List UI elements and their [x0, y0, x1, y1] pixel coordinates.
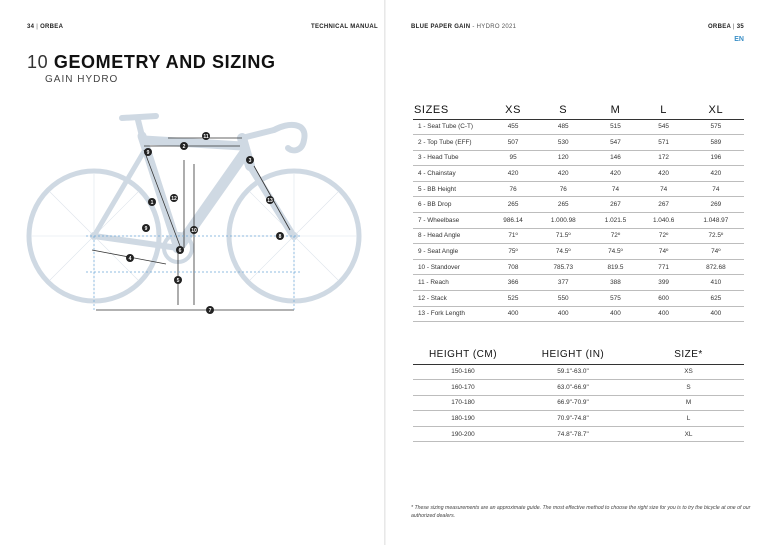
geometry-cell: 410	[688, 275, 744, 291]
geometry-row	[413, 166, 744, 182]
left-page-number: 34	[27, 24, 35, 30]
geometry-row-label: 7 - Wheelbase	[413, 213, 491, 229]
height-cell: M	[633, 395, 744, 411]
geometry-cell: 400	[491, 306, 535, 322]
geometry-cell: 525	[491, 291, 535, 307]
geometry-cell: 785.73	[535, 259, 591, 275]
geometry-cell: 267	[640, 197, 688, 213]
geometry-cell: 76	[535, 181, 591, 197]
height-header-row	[413, 346, 744, 364]
marker-6	[176, 246, 184, 254]
geometry-cell: 872.68	[688, 259, 744, 275]
geometry-row-label: 9 - Seat Angle	[413, 244, 491, 260]
geometry-cell: 455	[491, 119, 535, 135]
geometry-cell: 74	[688, 181, 744, 197]
geometry-row-label: 3 - Head Tube	[413, 150, 491, 166]
geometry-row	[413, 135, 744, 151]
height-cell: 180-190	[413, 411, 513, 427]
height-cell: 190-200	[413, 426, 513, 442]
height-size-table	[413, 346, 744, 442]
geometry-row-label: 10 - Standover	[413, 259, 491, 275]
bike-geometry-diagram	[26, 100, 366, 340]
height-row	[413, 364, 744, 380]
geometry-cell: 986.14	[491, 213, 535, 229]
marker-9	[144, 148, 152, 156]
geometry-cell: 530	[535, 135, 591, 151]
col-header-xl: XL	[688, 102, 744, 119]
col-header-sizes: SIZES	[413, 102, 491, 119]
geometry-cell: 420	[688, 166, 744, 182]
height-cell: 74.8"-78.7"	[513, 426, 633, 442]
geometry-cell: 420	[591, 166, 639, 182]
geometry-cell: 74º	[640, 244, 688, 260]
col-header-m: M	[591, 102, 639, 119]
marker-9b	[142, 224, 150, 232]
geometry-row	[413, 275, 744, 291]
svg-text:10: 10	[191, 228, 197, 234]
marker-8	[276, 232, 284, 240]
height-row	[413, 395, 744, 411]
geometry-cell: 400	[688, 306, 744, 322]
geometry-row	[413, 259, 744, 275]
svg-text:9: 9	[144, 226, 148, 232]
geometry-cell: 71º	[491, 228, 535, 244]
saddle	[122, 116, 156, 118]
svg-text:11: 11	[203, 134, 209, 140]
geometry-cell: 1.021.5	[591, 213, 639, 229]
svg-text:7: 7	[208, 308, 212, 314]
col-header-height-in: HEIGHT (IN)	[513, 346, 633, 364]
svg-text:9: 9	[146, 150, 150, 156]
col-header-xs: XS	[491, 102, 535, 119]
geometry-cell: 571	[640, 135, 688, 151]
geometry-row-label: 6 - BB Drop	[413, 197, 491, 213]
height-cell: 160-170	[413, 380, 513, 396]
svg-text:6: 6	[178, 248, 182, 254]
geometry-cell: 400	[535, 306, 591, 322]
geometry-cell: 575	[688, 119, 744, 135]
geometry-cell: 74	[640, 181, 688, 197]
marker-12	[170, 194, 178, 202]
height-cell: XL	[633, 426, 744, 442]
geometry-cell: 545	[640, 119, 688, 135]
height-table-body	[413, 364, 744, 442]
height-cell: 59.1"-63.0"	[513, 364, 633, 380]
geometry-cell: 1.048.97	[688, 213, 744, 229]
geometry-cell: 72.5º	[688, 228, 744, 244]
height-cell: L	[633, 411, 744, 427]
height-cell: S	[633, 380, 744, 396]
section-number: 10	[27, 52, 49, 72]
svg-text:13: 13	[267, 198, 273, 204]
page-gutter	[384, 0, 386, 545]
section-subtitle: GAIN HYDRO	[45, 74, 119, 85]
geometry-cell: 1.000.98	[535, 213, 591, 229]
geometry-cell: 507	[491, 135, 535, 151]
geometry-row	[413, 119, 744, 135]
marker-4	[126, 254, 134, 262]
geometry-row	[413, 181, 744, 197]
geometry-row-label: 1 - Seat Tube (C-T)	[413, 119, 491, 135]
geometry-cell: 265	[491, 197, 535, 213]
geometry-row	[413, 197, 744, 213]
height-cell: 150-160	[413, 364, 513, 380]
geometry-cell: 95	[491, 150, 535, 166]
section-title	[27, 52, 276, 73]
height-cell: 66.9"-70.9"	[513, 395, 633, 411]
svg-text:12: 12	[171, 196, 177, 202]
marker-3	[246, 156, 254, 164]
geometry-cell: 71.5º	[535, 228, 591, 244]
geometry-row-label: 2 - Top Tube (EFF)	[413, 135, 491, 151]
geometry-cell: 771	[640, 259, 688, 275]
left-page-header: 34 | ORBEA	[27, 24, 64, 30]
geometry-cell: 547	[591, 135, 639, 151]
geometry-row-label: 11 - Reach	[413, 275, 491, 291]
height-cell: 70.9"-74.8"	[513, 411, 633, 427]
geometry-table-body	[413, 119, 744, 322]
right-page-header: ORBEA | 35	[707, 24, 744, 30]
svg-text:8: 8	[278, 234, 282, 240]
right-title-bold: BLUE PAPER GAIN	[411, 24, 471, 30]
geometry-cell: 420	[640, 166, 688, 182]
geometry-row-label: 12 - Stack	[413, 291, 491, 307]
svg-text:3: 3	[248, 158, 252, 164]
geometry-cell: 400	[591, 306, 639, 322]
geometry-cell: 575	[591, 291, 639, 307]
geometry-row	[413, 213, 744, 229]
left-brand: ORBEA	[40, 24, 64, 30]
geometry-cell: 589	[688, 135, 744, 151]
right-header-title: BLUE PAPER GAIN - HYDRO 2021	[411, 24, 517, 30]
right-brand: ORBEA	[707, 24, 731, 30]
svg-text:5: 5	[176, 278, 180, 284]
marker-2	[180, 142, 188, 150]
col-header-size: SIZE*	[633, 346, 744, 364]
geometry-row	[413, 150, 744, 166]
geometry-row-label: 8 - Head Angle	[413, 228, 491, 244]
geometry-row	[413, 244, 744, 260]
geometry-cell: 196	[688, 150, 744, 166]
geometry-cell: 146	[591, 150, 639, 166]
handlebar	[274, 125, 305, 151]
geometry-cell: 708	[491, 259, 535, 275]
geometry-cell: 72º	[640, 228, 688, 244]
geometry-cell: 550	[535, 291, 591, 307]
geometry-cell: 377	[535, 275, 591, 291]
geometry-header-row	[413, 102, 744, 119]
col-header-l: L	[640, 102, 688, 119]
geometry-cell: 485	[535, 119, 591, 135]
geometry-cell: 74.5º	[535, 244, 591, 260]
svg-text:1: 1	[150, 200, 154, 206]
geometry-cell: 269	[688, 197, 744, 213]
geometry-cell: 74º	[688, 244, 744, 260]
left-header-title: TECHNICAL MANUAL	[311, 24, 379, 30]
height-cell: XS	[633, 364, 744, 380]
geometry-cell: 420	[535, 166, 591, 182]
sizing-footnote: * These sizing measurements are an approximate guide. The most effective method to choose the right size for you is to try the bicycle at one of our authorized dealers.	[411, 505, 751, 519]
geometry-cell: 1.040.6	[640, 213, 688, 229]
geometry-cell: 600	[640, 291, 688, 307]
col-header-s: S	[535, 102, 591, 119]
marker-5	[174, 276, 182, 284]
geometry-cell: 388	[591, 275, 639, 291]
language-tag: EN	[734, 36, 744, 43]
seatpost	[138, 120, 142, 136]
right-page-number: 35	[736, 24, 744, 30]
height-row	[413, 411, 744, 427]
geometry-cell: 400	[640, 306, 688, 322]
geometry-cell: 120	[535, 150, 591, 166]
height-cell: 170-180	[413, 395, 513, 411]
geometry-cell: 366	[491, 275, 535, 291]
geometry-cell: 265	[535, 197, 591, 213]
geometry-cell: 75º	[491, 244, 535, 260]
geometry-row-label: 13 - Fork Length	[413, 306, 491, 322]
geometry-cell: 267	[591, 197, 639, 213]
geometry-cell: 420	[491, 166, 535, 182]
marker-1	[148, 198, 156, 206]
geometry-cell: 74	[591, 181, 639, 197]
right-title-thin: HYDRO 2021	[476, 24, 517, 30]
marker-7	[206, 306, 214, 314]
geometry-row	[413, 291, 744, 307]
geometry-cell: 399	[640, 275, 688, 291]
down-tube	[178, 154, 244, 248]
height-row	[413, 380, 744, 396]
geometry-row	[413, 228, 744, 244]
geometry-cell: 172	[640, 150, 688, 166]
geometry-cell: 72º	[591, 228, 639, 244]
marker-13	[266, 196, 274, 204]
height-row	[413, 426, 744, 442]
geometry-cell: 515	[591, 119, 639, 135]
marker-10	[190, 226, 198, 234]
geometry-cell: 76	[491, 181, 535, 197]
geometry-row	[413, 306, 744, 322]
svg-text:4: 4	[128, 256, 132, 262]
geometry-cell: 625	[688, 291, 744, 307]
geometry-cell: 74.5º	[591, 244, 639, 260]
section-title-text: GEOMETRY AND SIZING	[53, 52, 276, 72]
marker-11	[202, 132, 210, 140]
top-tube	[144, 140, 242, 146]
col-header-height-cm: HEIGHT (CM)	[413, 346, 513, 364]
geometry-row-label: 4 - Chainstay	[413, 166, 491, 182]
stem	[242, 130, 274, 138]
svg-text:2: 2	[182, 144, 186, 150]
geometry-table	[413, 102, 744, 322]
geometry-row-label: 5 - BB Height	[413, 181, 491, 197]
height-cell: 63.0"-66.9"	[513, 380, 633, 396]
geometry-cell: 819.5	[591, 259, 639, 275]
